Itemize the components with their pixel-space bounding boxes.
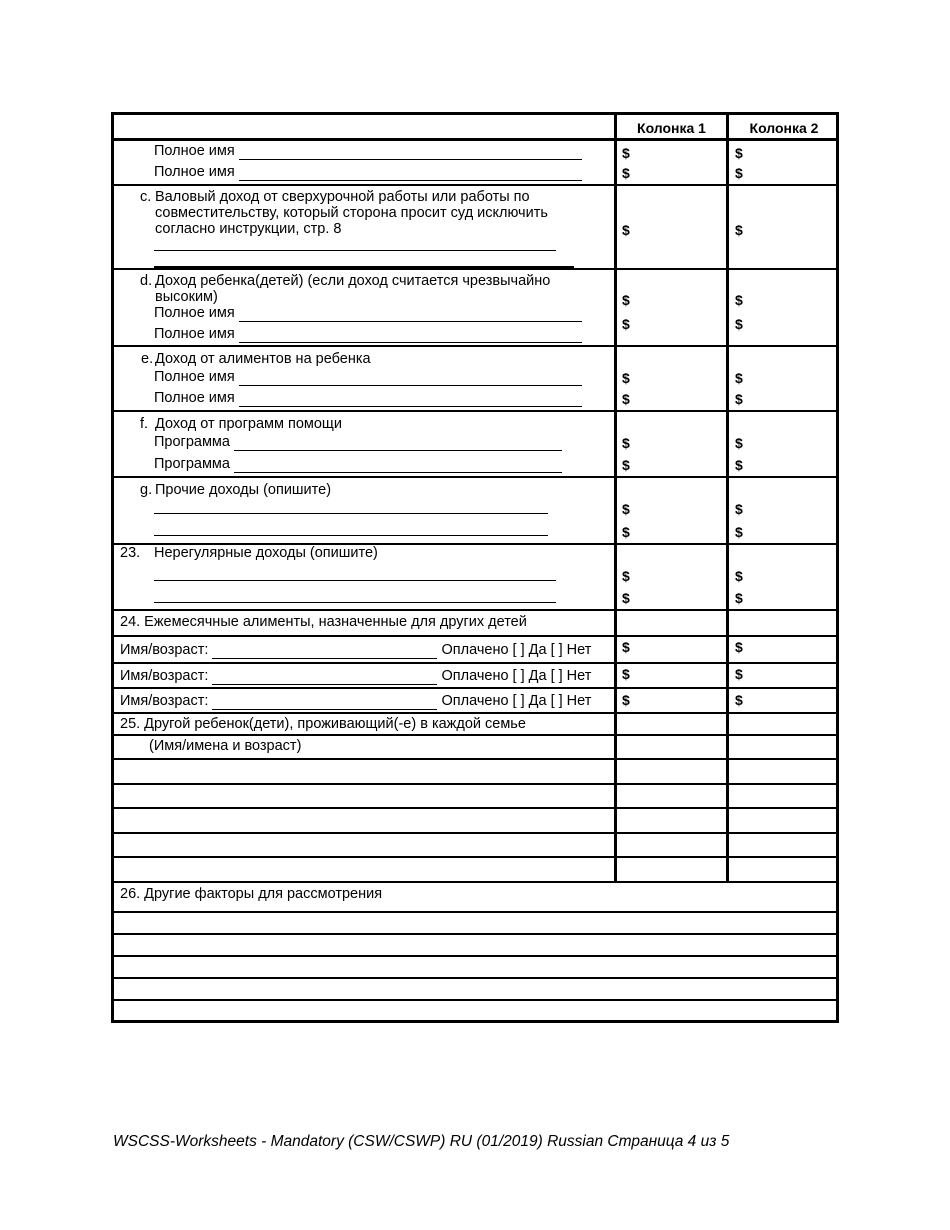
section-25-title: 25. Другой ребенок(дети), проживающий(-е) в каждой семье [120,716,526,732]
row-divider [114,856,836,858]
dollar-sign: $ [622,222,630,238]
row-divider [114,783,836,785]
dollar-sign: $ [622,692,630,708]
section-23-number: 23. [120,545,141,561]
dollar-sign: $ [622,316,630,332]
dollar-sign: $ [622,590,630,606]
dollar-sign: $ [622,639,630,655]
dollar-sign: $ [622,292,630,308]
dollar-sign: $ [622,145,630,161]
row-divider [114,911,836,913]
row-d-line1: Доход ребенка(детей) (если доход считается чрезвычайно [155,273,551,289]
dollar-sign: $ [735,222,743,238]
column-1-header: Колонка 1 [637,120,706,136]
dollar-sign: $ [735,391,743,407]
dollar-sign: $ [735,590,743,606]
section-23-blank-line [154,602,556,603]
section-26-title: 26. Другие факторы для рассмотрения [120,886,383,902]
row-divider [114,999,836,1001]
row-divider [114,410,836,412]
section-25-subtitle: (Имя/имена и возраст) [149,738,302,754]
dollar-sign: $ [735,666,743,682]
dollar-sign: $ [735,568,743,584]
row-divider [114,758,836,760]
row-c-line2: совместительству, который сторона просит суд исключить [155,205,548,221]
program-label: Программа [154,456,562,473]
full-name-label: Полное имя [154,143,582,160]
row-g-letter: g. [140,482,153,498]
dollar-sign: $ [735,316,743,332]
row-e-letter: e. [141,351,154,367]
row-divider [114,807,836,809]
row-g-blank-line [154,535,548,536]
row-d-letter: d. [140,273,153,289]
dollar-sign: $ [622,457,630,473]
dollar-sign: $ [735,165,743,181]
row-g-blank-line [154,513,548,514]
column-divider-2 [726,115,729,881]
dollar-sign: $ [735,370,743,386]
column-divider-1 [614,115,617,881]
row-divider [114,662,836,664]
worksheet-form [111,112,839,1023]
row-divider [114,977,836,979]
row-divider [114,955,836,957]
full-name-label: Полное имя [154,369,582,386]
dollar-sign: $ [622,370,630,386]
row-divider [114,933,836,935]
row-divider [114,734,836,736]
row-e-title: Доход от алиментов на ребенка [155,351,371,367]
row-f-letter: f. [140,416,149,432]
name-age-row: Имя/возраст: Оплачено [ ] Да [ ] Нет [120,642,592,658]
dollar-sign: $ [735,435,743,451]
dollar-sign: $ [735,292,743,308]
dollar-sign: $ [622,435,630,451]
row-divider [114,345,836,347]
header-divider [114,138,836,141]
dollar-sign: $ [622,666,630,682]
row-divider [114,881,836,883]
dollar-sign: $ [622,524,630,540]
row-f-title: Доход от программ помощи [155,416,342,432]
program-label: Программа [154,434,562,451]
name-age-row: Имя/возраст: Оплачено [ ] Да [ ] Нет [120,693,592,709]
dollar-sign: $ [735,457,743,473]
dollar-sign: $ [735,145,743,161]
full-name-label: Полное имя [154,305,582,322]
row-divider [114,268,836,270]
dollar-sign: $ [622,501,630,517]
row-divider [114,712,836,714]
full-name-label: Полное имя [154,326,582,343]
row-divider [114,184,836,186]
dollar-sign: $ [622,391,630,407]
name-age-row: Имя/возраст: Оплачено [ ] Да [ ] Нет [120,668,592,684]
section-23-blank-line [154,580,556,581]
section-23-title: Нерегулярные доходы (опишите) [154,545,378,561]
column-2-header: Колонка 2 [749,120,819,136]
dollar-sign: $ [735,524,743,540]
full-name-label: Полное имя [154,390,582,407]
dollar-sign: $ [622,568,630,584]
row-divider [114,609,836,611]
row-c-letter: c. [140,189,152,205]
dollar-sign: $ [735,501,743,517]
row-d-line2: высоким) [155,289,218,305]
row-divider [114,476,836,478]
dollar-sign: $ [735,639,743,655]
dollar-sign: $ [735,692,743,708]
row-c-line3: согласно инструкции, стр. 8 [155,221,342,237]
row-divider [114,832,836,834]
row-c-blank-line [154,250,556,251]
page-footer: WSCSS-Worksheets - Mandatory (CSW/CSWP) RU (01/2019) Russian Страница 4 из 5 [113,1133,730,1150]
dollar-sign: $ [622,165,630,181]
row-c-line1: Валовый доход от сверхурочной работы или работы по [155,189,530,205]
row-divider [114,635,836,637]
row-divider [114,687,836,689]
full-name-label: Полное имя [154,164,582,181]
row-g-title: Прочие доходы (опишите) [155,482,332,498]
section-24-title: 24. Ежемесячные алименты, назначенные для других детей [120,614,527,630]
